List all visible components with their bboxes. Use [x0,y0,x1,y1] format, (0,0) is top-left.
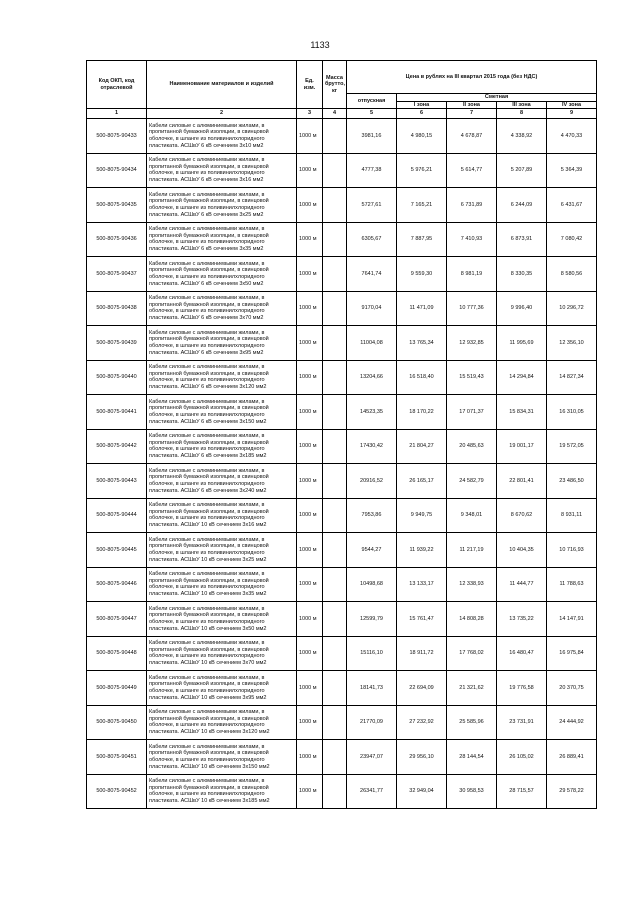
row-name: Кабели силовые с алюминиевыми жилами, в пропитанной бумажной изоляции, в свинцовой оболочке, в шланге из поливинилхлоридного пластиката. АСШвУ 10 кВ сечением 3х70 мм2 [147,636,297,671]
row-code: 500-8075-90450 [87,705,147,740]
row-release-price: 4777,38 [347,153,397,188]
row-release-price: 9170,04 [347,291,397,326]
header-zone-1: I зона [397,101,447,109]
row-mass [323,360,347,395]
row-name: Кабели силовые с алюминиевыми жилами, в пропитанной бумажной изоляции, в свинцовой оболочке, в шланге из поливинилхлоридного пластиката. АСШвУ 10 кВ сечением 3х35 мм2 [147,567,297,602]
row-zone-3-price: 14 294,84 [497,360,547,395]
row-release-price: 12599,79 [347,602,397,637]
row-code: 500-8075-90444 [87,498,147,533]
row-zone-4-price: 23 486,50 [547,464,597,499]
row-name: Кабели силовые с алюминиевыми жилами, в пропитанной бумажной изоляции, в свинцовой оболочке, в шланге из поливинилхлоридного пластиката. АСШвУ 6 кВ сечением 3х240 мм2 [147,464,297,499]
row-zone-1-price: 29 956,10 [397,740,447,775]
col-number: 3 [297,109,323,119]
table-row [87,395,597,430]
row-name: Кабели силовые с алюминиевыми жилами, в пропитанной бумажной изоляции, в свинцовой оболочке, в шланге из поливинилхлоридного пластиката. АСШвУ 6 кВ сечением 3х95 мм2 [147,326,297,361]
row-zone-2-price: 4 678,87 [447,119,497,154]
row-zone-4-price: 24 444,92 [547,705,597,740]
header-unit: Ед. изм. [297,61,323,109]
page-number: 1133 [310,40,330,50]
row-zone-2-price: 28 144,54 [447,740,497,775]
col-number: 5 [347,109,397,119]
row-zone-4-price: 10 716,93 [547,533,597,568]
row-zone-1-price: 16 518,40 [397,360,447,395]
row-zone-1-price: 15 761,47 [397,602,447,637]
row-release-price: 11004,08 [347,326,397,361]
col-number: 1 [87,109,147,119]
header-zone-3: III зона [497,101,547,109]
row-code: 500-8075-90434 [87,153,147,188]
row-unit: 1000 м [297,464,323,499]
row-unit: 1000 м [297,498,323,533]
row-zone-2-price: 20 485,63 [447,429,497,464]
row-name: Кабели силовые с алюминиевыми жилами, в пропитанной бумажной изоляции, в свинцовой оболочке, в шланге из поливинилхлоридного пластиката. АСШвУ 6 кВ сечением 3х25 мм2 [147,188,297,223]
row-zone-4-price: 5 364,39 [547,153,597,188]
row-name: Кабели силовые с алюминиевыми жилами, в пропитанной бумажной изоляции, в свинцовой оболочке, в шланге из поливинилхлоридного пластиката. АСШвУ 6 кВ сечением 3х185 мм2 [147,429,297,464]
row-zone-2-price: 21 321,62 [447,671,497,706]
row-name: Кабели силовые с алюминиевыми жилами, в пропитанной бумажной изоляции, в свинцовой оболочке, в шланге из поливинилхлоридного пластиката. АСШвУ 6 кВ сечением 3х35 мм2 [147,222,297,257]
row-code: 500-8075-90451 [87,740,147,775]
table-header [87,61,597,119]
row-zone-3-price: 19 776,58 [497,671,547,706]
row-zone-2-price: 14 808,28 [447,602,497,637]
row-unit: 1000 м [297,705,323,740]
row-code: 500-8075-90442 [87,429,147,464]
row-zone-2-price: 8 981,19 [447,257,497,292]
price-table [86,60,597,809]
row-zone-3-price: 8 670,62 [497,498,547,533]
row-zone-1-price: 32 949,04 [397,774,447,809]
row-release-price: 14523,35 [347,395,397,430]
row-code: 500-8075-90445 [87,533,147,568]
row-code: 500-8075-90452 [87,774,147,809]
row-name: Кабели силовые с алюминиевыми жилами, в пропитанной бумажной изоляции, в свинцовой оболочке, в шланге из поливинилхлоридного пластиката. АСШвУ 6 кВ сечением 3х10 мм2 [147,119,297,154]
table-row [87,671,597,706]
row-zone-3-price: 5 207,89 [497,153,547,188]
row-zone-1-price: 21 804,27 [397,429,447,464]
row-code: 500-8075-90446 [87,567,147,602]
row-zone-1-price: 9 559,30 [397,257,447,292]
table-row [87,222,597,257]
row-zone-4-price: 8 580,56 [547,257,597,292]
row-code: 500-8075-90435 [87,188,147,223]
row-mass [323,188,347,223]
row-zone-2-price: 17 071,37 [447,395,497,430]
row-zone-4-price: 11 788,63 [547,567,597,602]
row-zone-2-price: 9 348,01 [447,498,497,533]
row-zone-3-price: 8 330,35 [497,257,547,292]
row-name: Кабели силовые с алюминиевыми жилами, в пропитанной бумажной изоляции, в свинцовой оболочке, в шланге из поливинилхлоридного пластиката. АСШвУ 10 кВ сечением 3х25 мм2 [147,533,297,568]
table-row [87,291,597,326]
row-zone-1-price: 11 939,22 [397,533,447,568]
row-code: 500-8075-90447 [87,602,147,637]
row-zone-1-price: 5 976,21 [397,153,447,188]
header-zone-2: II зона [447,101,497,109]
row-zone-4-price: 14 827,34 [547,360,597,395]
row-code: 500-8075-90441 [87,395,147,430]
row-code: 500-8075-90440 [87,360,147,395]
row-unit: 1000 м [297,740,323,775]
header-price-group: Цена в рублях на III квартал 2015 года (без НДС) [347,61,597,94]
table-row [87,429,597,464]
row-zone-3-price: 28 715,57 [497,774,547,809]
row-mass [323,774,347,809]
row-mass [323,498,347,533]
row-zone-2-price: 30 958,53 [447,774,497,809]
row-mass [323,671,347,706]
row-release-price: 18141,73 [347,671,397,706]
column-numbers-row [87,109,597,119]
row-code: 500-8075-90438 [87,291,147,326]
row-unit: 1000 м [297,636,323,671]
row-mass [323,119,347,154]
row-release-price: 15116,10 [347,636,397,671]
row-mass [323,464,347,499]
row-zone-2-price: 7 410,93 [447,222,497,257]
table-row [87,740,597,775]
table-row [87,602,597,637]
row-zone-1-price: 13 765,34 [397,326,447,361]
col-number: 7 [447,109,497,119]
row-name: Кабели силовые с алюминиевыми жилами, в пропитанной бумажной изоляции, в свинцовой оболочке, в шланге из поливинилхлоридного пластиката. АСШвУ 6 кВ сечением 3х150 мм2 [147,395,297,430]
row-unit: 1000 м [297,602,323,637]
row-unit: 1000 м [297,774,323,809]
row-unit: 1000 м [297,257,323,292]
table-row [87,567,597,602]
row-zone-4-price: 20 370,75 [547,671,597,706]
table-row [87,636,597,671]
row-mass [323,326,347,361]
row-name: Кабели силовые с алюминиевыми жилами, в пропитанной бумажной изоляции, в свинцовой оболочке, в шланге из поливинилхлоридного пластиката. АСШвУ 6 кВ сечением 3х70 мм2 [147,291,297,326]
row-unit: 1000 м [297,326,323,361]
row-zone-4-price: 7 080,42 [547,222,597,257]
row-zone-3-price: 19 001,17 [497,429,547,464]
header-estimate: Сметная [397,94,597,102]
row-code: 500-8075-90439 [87,326,147,361]
row-zone-2-price: 12 932,85 [447,326,497,361]
row-release-price: 5727,61 [347,188,397,223]
row-release-price: 9544,27 [347,533,397,568]
row-unit: 1000 м [297,119,323,154]
row-name: Кабели силовые с алюминиевыми жилами, в пропитанной бумажной изоляции, в свинцовой оболочке, в шланге из поливинилхлоридного пластиката. АСШвУ 6 кВ сечением 3х50 мм2 [147,257,297,292]
row-zone-1-price: 7 165,21 [397,188,447,223]
row-release-price: 26341,77 [347,774,397,809]
row-unit: 1000 м [297,429,323,464]
row-zone-4-price: 8 931,11 [547,498,597,533]
row-release-price: 10498,68 [347,567,397,602]
row-zone-2-price: 24 582,79 [447,464,497,499]
row-mass [323,636,347,671]
table-row [87,257,597,292]
row-unit: 1000 м [297,567,323,602]
row-mass [323,257,347,292]
row-zone-3-price: 15 834,31 [497,395,547,430]
row-zone-2-price: 15 519,43 [447,360,497,395]
row-code: 500-8075-90433 [87,119,147,154]
row-zone-3-price: 6 244,09 [497,188,547,223]
row-release-price: 7641,74 [347,257,397,292]
table-row [87,774,597,809]
row-code: 500-8075-90436 [87,222,147,257]
row-zone-1-price: 13 133,17 [397,567,447,602]
row-unit: 1000 м [297,222,323,257]
row-zone-4-price: 26 889,41 [547,740,597,775]
table-row [87,498,597,533]
row-zone-3-price: 23 731,91 [497,705,547,740]
row-zone-3-price: 10 404,35 [497,533,547,568]
row-name: Кабели силовые с алюминиевыми жилами, в пропитанной бумажной изоляции, в свинцовой оболочке, в шланге из поливинилхлоридного пластиката. АСШвУ 6 кВ сечением 3х16 мм2 [147,153,297,188]
row-unit: 1000 м [297,671,323,706]
row-name: Кабели силовые с алюминиевыми жилами, в пропитанной бумажной изоляции, в свинцовой оболочке, в шланге из поливинилхлоридного пластиката. АСШвУ 10 кВ сечением 3х16 мм2 [147,498,297,533]
table-row [87,705,597,740]
row-zone-1-price: 22 694,09 [397,671,447,706]
row-release-price: 13204,66 [347,360,397,395]
row-zone-1-price: 4 980,15 [397,119,447,154]
row-unit: 1000 м [297,395,323,430]
row-name: Кабели силовые с алюминиевыми жилами, в пропитанной бумажной изоляции, в свинцовой оболочке, в шланге из поливинилхлоридного пластиката. АСШвУ 10 кВ сечением 3х185 мм2 [147,774,297,809]
row-mass [323,222,347,257]
row-zone-3-price: 11 995,69 [497,326,547,361]
row-zone-4-price: 14 147,91 [547,602,597,637]
row-zone-2-price: 17 768,02 [447,636,497,671]
col-number: 2 [147,109,297,119]
table-row [87,188,597,223]
row-zone-4-price: 19 572,05 [547,429,597,464]
table-row [87,153,597,188]
row-release-price: 6305,67 [347,222,397,257]
row-release-price: 3981,16 [347,119,397,154]
row-name: Кабели силовые с алюминиевыми жилами, в пропитанной бумажной изоляции, в свинцовой оболочке, в шланге из поливинилхлоридного пластиката. АСШвУ 10 кВ сечением 3х95 мм2 [147,671,297,706]
table-row [87,533,597,568]
row-zone-1-price: 7 887,95 [397,222,447,257]
row-zone-1-price: 26 165,17 [397,464,447,499]
row-mass [323,567,347,602]
row-name: Кабели силовые с алюминиевыми жилами, в пропитанной бумажной изоляции, в свинцовой оболочке, в шланге из поливинилхлоридного пластиката. АСШвУ 6 кВ сечением 3х120 мм2 [147,360,297,395]
table-row [87,326,597,361]
row-mass [323,740,347,775]
row-mass [323,395,347,430]
row-zone-3-price: 22 801,41 [497,464,547,499]
header-release: отпускная [347,94,397,109]
row-mass [323,705,347,740]
table-row [87,119,597,154]
row-code: 500-8075-90437 [87,257,147,292]
table-row [87,464,597,499]
row-name: Кабели силовые с алюминиевыми жилами, в пропитанной бумажной изоляции, в свинцовой оболочке, в шланге из поливинилхлоридного пластиката. АСШвУ 10 кВ сечением 3х150 мм2 [147,740,297,775]
row-zone-2-price: 6 731,89 [447,188,497,223]
row-zone-2-price: 11 217,19 [447,533,497,568]
row-release-price: 21770,09 [347,705,397,740]
row-release-price: 23947,07 [347,740,397,775]
row-zone-1-price: 9 949,75 [397,498,447,533]
row-mass [323,291,347,326]
row-zone-2-price: 25 585,96 [447,705,497,740]
row-zone-1-price: 27 232,92 [397,705,447,740]
row-zone-3-price: 16 480,47 [497,636,547,671]
row-code: 500-8075-90449 [87,671,147,706]
header-code: Код ОКП, код отраслевой [87,61,147,109]
row-mass [323,429,347,464]
row-zone-3-price: 13 735,22 [497,602,547,637]
row-zone-4-price: 16 310,05 [547,395,597,430]
row-zone-1-price: 18 170,22 [397,395,447,430]
row-unit: 1000 м [297,360,323,395]
row-zone-4-price: 16 975,84 [547,636,597,671]
row-mass [323,533,347,568]
row-zone-3-price: 9 996,40 [497,291,547,326]
row-zone-4-price: 6 431,67 [547,188,597,223]
row-release-price: 7953,86 [347,498,397,533]
col-number: 6 [397,109,447,119]
row-zone-2-price: 10 777,36 [447,291,497,326]
row-zone-2-price: 12 338,93 [447,567,497,602]
row-mass [323,153,347,188]
row-release-price: 17430,42 [347,429,397,464]
header-name: Наименование материалов и изделий [147,61,297,109]
col-number: 4 [323,109,347,119]
row-code: 500-8075-90443 [87,464,147,499]
table-body [87,119,597,809]
row-name: Кабели силовые с алюминиевыми жилами, в пропитанной бумажной изоляции, в свинцовой оболочке, в шланге из поливинилхлоридного пластиката. АСШвУ 10 кВ сечением 3х120 мм2 [147,705,297,740]
row-release-price: 20916,52 [347,464,397,499]
row-unit: 1000 м [297,291,323,326]
table-row [87,360,597,395]
row-zone-2-price: 5 614,77 [447,153,497,188]
row-unit: 1000 м [297,533,323,568]
row-zone-3-price: 6 873,91 [497,222,547,257]
row-zone-4-price: 12 356,10 [547,326,597,361]
row-zone-3-price: 4 338,92 [497,119,547,154]
header-mass: Масса брутто, кг [323,61,347,109]
row-unit: 1000 м [297,188,323,223]
row-name: Кабели силовые с алюминиевыми жилами, в пропитанной бумажной изоляции, в свинцовой оболочке, в шланге из поливинилхлоридного пластиката. АСШвУ 10 кВ сечением 3х50 мм2 [147,602,297,637]
col-number: 8 [497,109,547,119]
row-zone-4-price: 29 578,22 [547,774,597,809]
row-zone-1-price: 11 471,09 [397,291,447,326]
row-code: 500-8075-90448 [87,636,147,671]
row-zone-3-price: 26 105,02 [497,740,547,775]
row-zone-1-price: 18 911,72 [397,636,447,671]
row-zone-4-price: 10 296,72 [547,291,597,326]
row-zone-4-price: 4 470,33 [547,119,597,154]
header-zone-4: IV зона [547,101,597,109]
row-unit: 1000 м [297,153,323,188]
row-zone-3-price: 11 444,77 [497,567,547,602]
row-mass [323,602,347,637]
col-number: 9 [547,109,597,119]
